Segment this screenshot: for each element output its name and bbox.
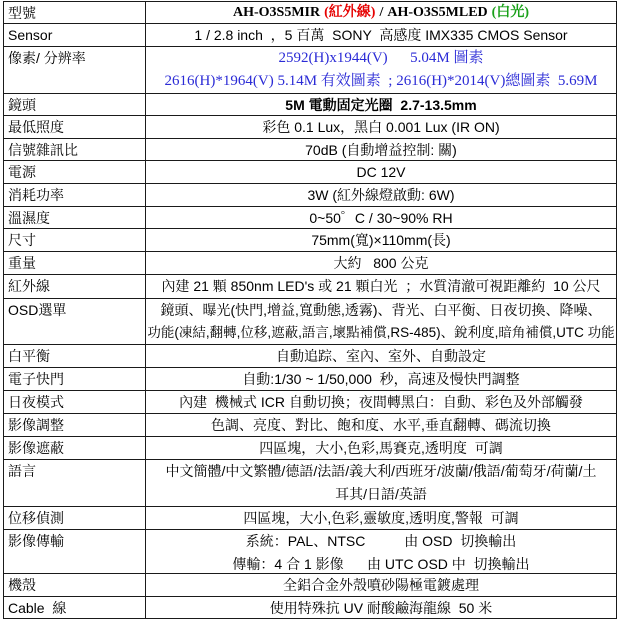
white-balance-label: 白平衡 — [4, 345, 146, 367]
osd-menu-value — [146, 299, 616, 344]
spec-row-resolution — [4, 47, 616, 94]
spec-row-osd-menu — [4, 299, 616, 345]
model-label: 型號 — [4, 2, 146, 23]
weight-value — [146, 252, 616, 274]
osd-menu-value-line-1: 鏡頭、曝光(快門,增益,寬動態,透霧)、背光、白平衡、日夜切換、降噪、 — [160, 302, 602, 318]
video-output-value-line-2: 傳輸：4 合 1 影像 由 UTC OSD 中 切換輸出 — [232, 556, 530, 572]
image-adjustment-value — [146, 414, 616, 436]
infrared-value-line: 內建 21 顆 850nm LED's 或 21 顆白光 ；水質清澈可視距離約 10 公尺 — [161, 278, 601, 294]
temp-humidity-value-line: 0~50゜C / 30~90% RH — [309, 210, 453, 226]
spec-row-model — [4, 2, 616, 24]
spec-row-privacy-mask — [4, 437, 616, 460]
day-night-label: 日夜模式 — [4, 391, 146, 413]
temp-humidity-label: 溫濕度 — [4, 207, 146, 228]
day-night-value — [146, 391, 616, 413]
spec-row-sensor — [4, 24, 616, 47]
dimensions-label: 尺寸 — [4, 229, 146, 251]
image-adjustment-value-line: 色調、亮度、對比、飽和度、水平,垂直翻轉、碼流切換 — [211, 417, 551, 433]
osd-menu-label: OSD選單 — [4, 299, 146, 344]
lens-value-line: 5M 電動固定光圈 2.7-13.5mm — [285, 97, 477, 113]
electronic-shutter-value-line: 自動:1/30 ~ 1/50,000 秒，高速及慢快門調整 — [242, 371, 520, 387]
spec-row-electronic-shutter — [4, 368, 616, 391]
infrared-value — [146, 275, 616, 298]
housing-label: 機殼 — [4, 574, 146, 596]
sensor-label: Sensor — [4, 24, 146, 46]
spec-table — [3, 1, 617, 619]
sensor-value — [146, 24, 616, 46]
spec-row-power-consumption — [4, 184, 616, 207]
power-supply-value-line: DC 12V — [356, 164, 406, 180]
spec-row-image-adjustment — [4, 414, 616, 437]
spec-row-day-night — [4, 391, 616, 414]
osd-menu-value-line-2: 功能(凍結,翻轉,位移,遮蔽,語言,壞點補償,RS-485)、銳利度,暗角補償,UTC 功能 — [147, 325, 615, 340]
motion-detection-value-line: 四區塊，大小,色彩,靈敏度,透明度,警報 可調 — [243, 510, 519, 526]
dimensions-value — [146, 229, 616, 251]
electronic-shutter-label: 電子快門 — [4, 368, 146, 390]
min-illumination-value-line: 彩色 0.1 Lux，黑白 0.001 Lux (IR ON) — [262, 119, 500, 135]
temp-humidity-value — [146, 207, 616, 228]
cable-value-line: 使用特殊抗 UV 耐酸鹼海龍線 50 米 — [269, 600, 493, 616]
lens-value — [146, 94, 616, 115]
spec-row-min-illumination — [4, 116, 616, 139]
model-separator: / — [379, 5, 384, 20]
spec-row-power-supply — [4, 161, 616, 184]
white-balance-value — [146, 345, 616, 367]
infrared-label: 紅外線 — [4, 275, 146, 298]
snr-value — [146, 139, 616, 160]
spec-row-white-balance — [4, 345, 616, 368]
resolution-value — [146, 47, 616, 93]
min-illumination-label: 最低照度 — [4, 116, 146, 138]
white-balance-value-line: 自動追踪、室內、室外、自動設定 — [276, 348, 486, 364]
spec-row-cable — [4, 597, 616, 619]
image-adjustment-label: 影像調整 — [4, 414, 146, 436]
power-supply-label: 電源 — [4, 161, 146, 183]
snr-value-line: 70dB (自動增益控制: 關) — [305, 142, 457, 158]
housing-value — [146, 574, 616, 596]
spec-row-weight — [4, 252, 616, 275]
spec-row-housing — [4, 574, 616, 597]
day-night-value-line: 內建 機械式 ICR 自動切換；夜間轉黑白：自動、彩色及外部觸發 — [179, 394, 583, 410]
ir-note: (紅外線) — [324, 5, 376, 20]
cable-label: Cable 線 — [4, 597, 146, 618]
model-value-line — [233, 5, 529, 21]
min-illumination-value — [146, 116, 616, 138]
language-label: 語言 — [4, 460, 146, 506]
video-output-value-line-1: 系統：PAL、NTSC 由 OSD 切換輸出 — [245, 533, 517, 549]
power-consumption-value-line: 3W (紅外線燈啟動: 6W) — [307, 187, 455, 203]
spec-row-motion-detection — [4, 507, 616, 530]
spec-row-snr — [4, 139, 616, 161]
resolution-value-line-1: 2592(H)x1944(V) 5.04M 圖素 — [278, 50, 484, 66]
language-value — [146, 460, 616, 506]
power-supply-value — [146, 161, 616, 183]
led-model-number: AH-O3S5MLED — [387, 5, 488, 20]
spec-row-lens — [4, 94, 616, 116]
lens-label: 鏡頭 — [4, 94, 146, 115]
spec-row-video-output — [4, 530, 616, 574]
spec-row-language — [4, 460, 616, 507]
model-value — [146, 2, 616, 23]
video-output-value — [146, 530, 616, 573]
motion-detection-label: 位移偵測 — [4, 507, 146, 529]
dimensions-value-line: 75mm(寬)×110mm(長) — [311, 232, 451, 248]
spec-row-dimensions — [4, 229, 616, 252]
video-output-label: 影像傳輸 — [4, 530, 146, 573]
sensor-value-line: 1 / 2.8 inch ，5 百萬 SONY 高感度 IMX335 CMOS Sensor — [194, 27, 568, 43]
spec-row-infrared — [4, 275, 616, 299]
resolution-value-line-2: 2616(H)*1964(V) 5.14M 有效圖素 ; 2616(H)*2014(V)總圖素 5.69M — [164, 73, 598, 89]
weight-value-line: 大約 800 公克 — [333, 255, 429, 271]
led-note: (白光) — [491, 5, 529, 20]
resolution-label: 像素/ 分辨率 — [4, 47, 146, 93]
power-consumption-value — [146, 184, 616, 206]
weight-label: 重量 — [4, 252, 146, 274]
privacy-mask-label: 影像遮蔽 — [4, 437, 146, 459]
ir-model-number: AH-O3S5MIR — [232, 5, 321, 20]
spec-row-temp-humidity — [4, 207, 616, 229]
snr-label: 信號雜訊比 — [4, 139, 146, 160]
power-consumption-label: 消耗功率 — [4, 184, 146, 206]
electronic-shutter-value — [146, 368, 616, 390]
cable-value — [146, 597, 616, 618]
housing-value-line: 全鋁合金外殼噴砂陽極電鍍處理 — [283, 577, 479, 593]
motion-detection-value — [146, 507, 616, 529]
privacy-mask-value — [146, 437, 616, 459]
privacy-mask-value-line: 四區塊，大小,色彩,馬賽克,透明度 可調 — [259, 440, 503, 456]
language-value-line-1: 中文簡體/中文繁體/德語/法語/義大利/西班牙/波蘭/俄語/葡萄牙/荷蘭/土 — [165, 463, 597, 479]
language-value-line-2: 耳其/日語/英語 — [335, 486, 427, 502]
